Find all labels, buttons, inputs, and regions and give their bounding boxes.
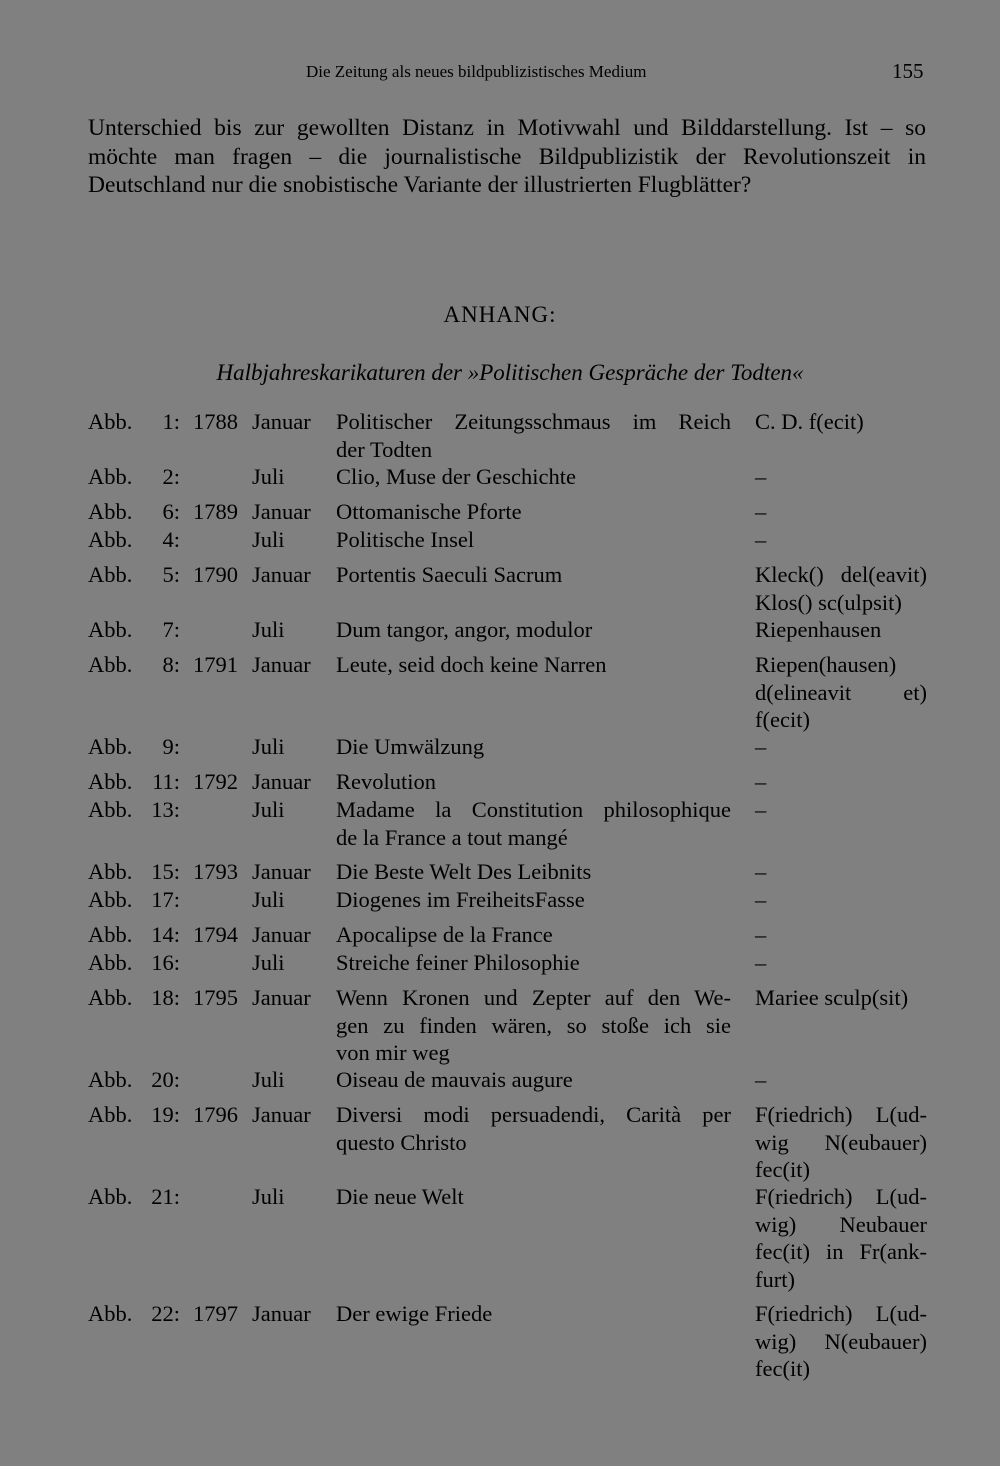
title-line: Ottomanische Pforte [336, 499, 522, 524]
artist-line: F(riedrich) L(ud- [755, 1102, 927, 1127]
month: Januar [252, 985, 311, 1010]
figure-number: 8: [162, 652, 180, 677]
artist-line: – [755, 797, 767, 822]
month: Januar [252, 769, 311, 794]
artist-line: wig) Neubauer [755, 1211, 927, 1237]
title-line: Revolution [336, 769, 436, 794]
figure-number: 9: [162, 734, 180, 759]
artist-line: wig) N(eubauer) [755, 1328, 927, 1354]
figure-number: 4: [162, 527, 180, 552]
year: 1796 [193, 1102, 238, 1127]
artist-line: Kleck() del(eavit) [755, 562, 927, 587]
caricature-title [336, 561, 731, 589]
year: 1789 [193, 499, 238, 524]
figure-number: 7: [162, 617, 180, 642]
artist-line: F(riedrich) L(ud- [755, 1301, 927, 1326]
artist-credit [755, 498, 927, 526]
month: Januar [252, 409, 311, 434]
caricature-title [336, 1101, 731, 1156]
artist-line: – [755, 887, 767, 912]
figure-prefix: Abb. [88, 499, 133, 524]
title-line: de la France a tout mangé [336, 824, 568, 850]
artist-credit [755, 768, 927, 796]
title-line: Madame la Constitution philosophique [336, 797, 731, 822]
artist-line: f(ecit) [755, 707, 810, 732]
figure-prefix: Abb. [88, 1184, 133, 1209]
caricature-title [336, 498, 731, 526]
figure-prefix: Abb. [88, 797, 133, 822]
month: Juli [252, 527, 285, 552]
title-line: Die Umwälzung [336, 734, 485, 759]
figure-prefix: Abb. [88, 734, 133, 759]
month: Juli [252, 734, 285, 759]
artist-credit [755, 561, 927, 616]
year: 1792 [193, 769, 238, 794]
artist-line: – [755, 734, 767, 759]
figure-number: 5: [162, 562, 180, 587]
artist-line: – [755, 769, 767, 794]
caricature-title [336, 463, 731, 491]
artist-credit [755, 1101, 927, 1184]
month: Juli [252, 1184, 285, 1209]
figure-number: 11: [152, 769, 180, 794]
figure-number: 13: [151, 797, 180, 822]
caricature-title [336, 921, 731, 949]
figure-prefix: Abb. [88, 769, 133, 794]
figure-prefix: Abb. [88, 617, 133, 642]
page-number: 155 [892, 59, 924, 83]
month: Juli [252, 887, 285, 912]
artist-line: d(elineavit et) [755, 679, 927, 705]
artist-line: – [755, 527, 767, 552]
figure-prefix: Abb. [88, 562, 133, 587]
caricature-title [336, 1183, 731, 1211]
figure-prefix: Abb. [88, 652, 133, 677]
artist-credit [755, 1300, 927, 1383]
artist-credit [755, 526, 927, 554]
artist-line: fec(it) [755, 1157, 810, 1182]
figure-prefix: Abb. [88, 859, 133, 884]
title-line: Clio, Muse der Geschichte [336, 464, 576, 489]
title-line: gen zu finden wären, so stoße ich sie [336, 1012, 731, 1038]
figure-number: 6: [162, 499, 180, 524]
month: Januar [252, 922, 311, 947]
artist-credit [755, 1183, 927, 1293]
artist-credit [755, 858, 927, 886]
caricature-title [336, 408, 731, 463]
artist-line: furt) [755, 1266, 795, 1292]
figure-prefix: Abb. [88, 887, 133, 912]
caricature-title [336, 651, 731, 679]
caricature-title [336, 526, 731, 554]
caricature-title [336, 886, 731, 914]
running-title: Die Zeitung als neues bildpublizistisches Medium [306, 62, 647, 81]
artist-line: fec(it) [755, 1356, 810, 1381]
caricature-title [336, 768, 731, 796]
caricature-title [336, 1066, 731, 1094]
year: 1794 [193, 922, 238, 947]
year: 1795 [193, 985, 238, 1010]
month: Januar [252, 499, 311, 524]
artist-line: Riepenhausen [755, 617, 882, 642]
year: 1791 [193, 652, 238, 677]
figure-prefix: Abb. [88, 1102, 133, 1127]
caricature-title [336, 733, 731, 761]
month: Januar [252, 1102, 311, 1127]
intro-line: Deutschland nur die snobistische Variante der illustrierten Flugblätter? [88, 172, 752, 198]
figure-prefix: Abb. [88, 922, 133, 947]
figure-prefix: Abb. [88, 409, 133, 434]
caricature-title [336, 949, 731, 977]
year: 1790 [193, 562, 238, 587]
month: Juli [252, 1067, 285, 1092]
figure-prefix: Abb. [88, 1067, 133, 1092]
figure-prefix: Abb. [88, 527, 133, 552]
title-line: Dum tangor, angor, modulor [336, 617, 593, 642]
title-line: Streiche feiner Philosophie [336, 950, 580, 975]
artist-credit [755, 921, 927, 949]
figure-prefix: Abb. [88, 950, 133, 975]
caricature-title [336, 858, 731, 886]
figure-number: 14: [151, 922, 180, 947]
artist-credit [755, 1066, 927, 1094]
title-line: Die Beste Welt Des Leibnits [336, 859, 592, 884]
appendix-subtitle: Halbjahreskarikaturen der »Politischen Gespräche der Todten« [216, 360, 804, 385]
title-line: Der ewige Friede [336, 1301, 493, 1326]
figure-number: 1: [162, 409, 180, 434]
artist-line: – [755, 859, 767, 884]
artist-credit [755, 463, 927, 491]
artist-line: Riepen(hausen) [755, 652, 897, 677]
artist-line: Klos() sc(ulpsit) [755, 589, 902, 615]
title-line: Wenn Kronen und Zepter auf den We- [336, 985, 731, 1010]
artist-line: – [755, 499, 767, 524]
appendix-title: ANHANG: [443, 302, 557, 327]
title-line: questo Christo [336, 1129, 467, 1155]
artist-line: fec(it) in Fr(ank- [755, 1239, 927, 1264]
intro-line: Unterschied bis zur gewollten Distanz in Motivwahl und Bilddarstellung. Ist – so [88, 115, 926, 141]
caricature-title [336, 616, 731, 644]
year: 1797 [193, 1301, 238, 1326]
figure-number: 17: [151, 887, 180, 912]
artist-credit [755, 796, 927, 824]
title-line: Politische Insel [336, 527, 475, 552]
title-line: Leute, seid doch keine Narren [336, 652, 607, 677]
figure-number: 21: [151, 1184, 180, 1209]
figure-number: 19: [151, 1102, 180, 1127]
title-line: Die neue Welt [336, 1184, 464, 1209]
artist-credit [755, 616, 927, 644]
artist-line: – [755, 1067, 767, 1092]
month: Juli [252, 464, 285, 489]
title-line: der Todten [336, 436, 433, 462]
artist-line: Mariee sculp(sit) [755, 985, 909, 1010]
artist-line: – [755, 922, 767, 947]
title-line: Diogenes im FreiheitsFasse [336, 887, 585, 912]
caricature-title [336, 984, 731, 1067]
title-line: von mir weg [336, 1040, 450, 1065]
month: Januar [252, 562, 311, 587]
figure-number: 20: [151, 1067, 180, 1092]
artist-credit [755, 651, 927, 734]
artist-line: C. D. f(ecit) [755, 409, 864, 434]
caricature-title [336, 1300, 731, 1328]
artist-credit [755, 408, 927, 436]
figure-number: 18: [151, 985, 180, 1010]
year: 1793 [193, 859, 238, 884]
figure-prefix: Abb. [88, 1301, 133, 1326]
month: Januar [252, 859, 311, 884]
artist-credit [755, 733, 927, 761]
artist-line: F(riedrich) L(ud- [755, 1184, 927, 1209]
month: Juli [252, 617, 285, 642]
artist-line: – [755, 950, 767, 975]
artist-line: – [755, 464, 767, 489]
figure-prefix: Abb. [88, 464, 133, 489]
month: Juli [252, 797, 285, 822]
figure-number: 15: [151, 859, 180, 884]
artist-credit [755, 949, 927, 977]
title-line: Portentis Saeculi Sacrum [336, 562, 563, 587]
title-line: Politischer Zeitungsschmaus im Reich [336, 409, 731, 434]
month: Januar [252, 1301, 311, 1326]
artist-credit [755, 984, 927, 1012]
month: Juli [252, 950, 285, 975]
month: Januar [252, 652, 311, 677]
intro-line: möchte man fragen – die journalistische Bildpublizistik der Revolutionszeit in [88, 143, 926, 170]
figure-prefix: Abb. [88, 985, 133, 1010]
caricature-title [336, 796, 731, 851]
artist-credit [755, 886, 927, 914]
title-line: Apocalipse de la France [336, 922, 553, 947]
figure-number: 2: [162, 464, 180, 489]
title-line: Diversi modi persuadendi, Carità per [336, 1102, 731, 1127]
figure-number: 22: [151, 1301, 180, 1326]
figure-number: 16: [151, 950, 180, 975]
year: 1788 [193, 409, 238, 434]
title-line: Oiseau de mauvais augure [336, 1067, 573, 1092]
artist-line: wig N(eubauer) [755, 1129, 927, 1155]
